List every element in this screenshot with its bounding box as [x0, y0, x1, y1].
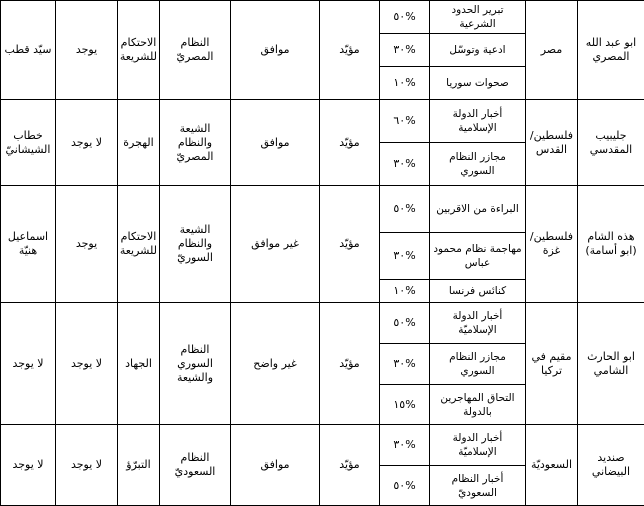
location-cell: فلسطين/ غزة — [526, 186, 578, 303]
cause-cell: التبرّؤ — [118, 425, 160, 506]
topic-cell: التحاق المهاجرين بالدولة — [430, 385, 526, 425]
percent-cell: ٣٠% — [380, 143, 430, 186]
support-cell: مؤيّد — [320, 425, 380, 506]
topic-cell: كنائس فرنسا — [430, 280, 526, 303]
enemy-cell: النظام المصريّ — [160, 1, 231, 100]
exists-cell: يوجد — [56, 1, 118, 100]
topic-cell: مجازر النظام السوري — [430, 143, 526, 186]
support-cell: مؤيّد — [320, 100, 380, 186]
topic-cell: تبرير الحدود الشرعية — [430, 1, 526, 34]
topic-cell: مهاجمة نظام محمود عباس — [430, 233, 526, 280]
percent-cell: ٣٠% — [380, 233, 430, 280]
topic-cell: ادعية وتوسّل — [430, 34, 526, 67]
stance-cell: موافق — [231, 1, 320, 100]
cause-cell: الاحتكام للشريعة — [118, 186, 160, 303]
exists-cell: لا يوجد — [56, 425, 118, 506]
exists-cell: لا يوجد — [56, 100, 118, 186]
name-cell: هذه الشام (ابو أسامة) — [578, 186, 644, 303]
location-cell: مقيم في تركيا — [526, 303, 578, 425]
stance-cell: موافق — [231, 100, 320, 186]
enemy-cell: الشيعة والنظام المصريّ — [160, 100, 231, 186]
figure-cell: سيّد قطب — [1, 1, 56, 100]
topic-cell: صحوات سوريا — [430, 67, 526, 100]
support-cell: مؤيّد — [320, 1, 380, 100]
percent-cell: ١٥% — [380, 385, 430, 425]
exists-cell: يوجد — [56, 186, 118, 303]
stance-cell: غير موافق — [231, 186, 320, 303]
name-cell: ابو الحارث الشامي — [578, 303, 644, 425]
name-cell: صنديد البيضاني — [578, 425, 644, 506]
percent-cell: ٣٠% — [380, 34, 430, 67]
name-cell: جليبيب المقدسي — [578, 100, 644, 186]
support-cell: مؤيّد — [320, 303, 380, 425]
percent-cell: ٣٠% — [380, 425, 430, 466]
topic-cell: أخبار الدولة الإسلاميّة — [430, 303, 526, 344]
support-cell: مؤيّد — [320, 186, 380, 303]
table-row — [1, 1, 644, 34]
table-row — [1, 425, 644, 466]
topic-cell: أخبار الدولة الإسلامية — [430, 100, 526, 143]
percent-cell: ١٠% — [380, 280, 430, 303]
location-cell: مصر — [526, 1, 578, 100]
stance-cell: موافق — [231, 425, 320, 506]
cause-cell: الجهاد — [118, 303, 160, 425]
table-body — [1, 1, 644, 506]
percent-cell: ٦٠% — [380, 100, 430, 143]
topic-cell: أخبار النظام السعوديّ — [430, 466, 526, 506]
table-row — [1, 303, 644, 344]
exists-cell: لا يوجد — [56, 303, 118, 425]
topic-cell: البراءة من الاقربين — [430, 186, 526, 233]
topic-cell: مجازر النظام السوري — [430, 344, 526, 385]
enemy-cell: الشيعة والنظام السوريّ — [160, 186, 231, 303]
figure-cell: لا يوجد — [1, 303, 56, 425]
table-row — [1, 100, 644, 143]
name-cell: ابو عبد الله المصري — [578, 1, 644, 100]
figure-cell: اسماعيل هنيّة — [1, 186, 56, 303]
percent-cell: ١٠% — [380, 67, 430, 100]
percent-cell: ٥٠% — [380, 1, 430, 34]
cause-cell: الاحتكام للشريعة — [118, 1, 160, 100]
table-row — [1, 186, 644, 233]
figure-cell: لا يوجد — [1, 425, 56, 506]
figure-cell: خطاب الشيشانيّ — [1, 100, 56, 186]
percent-cell: ٥٠% — [380, 466, 430, 506]
location-cell: السعوديّة — [526, 425, 578, 506]
enemy-cell: النظام السوري والشيعة — [160, 303, 231, 425]
location-cell: فلسطين/ القدس — [526, 100, 578, 186]
stance-cell: غير واضح — [231, 303, 320, 425]
enemy-cell: النظام السعوديّ — [160, 425, 231, 506]
cause-cell: الهجرة — [118, 100, 160, 186]
percent-cell: ٥٠% — [380, 303, 430, 344]
percent-cell: ٣٠% — [380, 344, 430, 385]
topic-cell: أخبار الدولة الإسلاميّة — [430, 425, 526, 466]
percent-cell: ٥٠% — [380, 186, 430, 233]
